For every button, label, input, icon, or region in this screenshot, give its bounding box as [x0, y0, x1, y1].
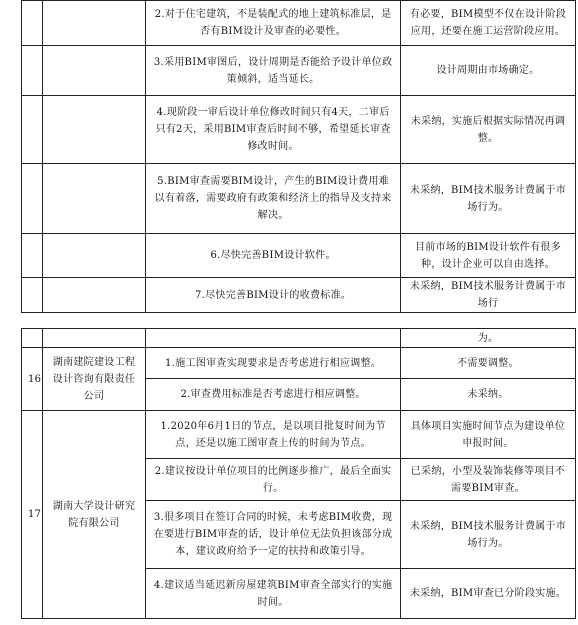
response-cell: 未采纳，BIM技术服务计费属于市场行为。: [400, 501, 575, 569]
table-row: [22, 46, 576, 96]
response-cell: 未采纳，BIM技术服务计费属于市场行: [400, 278, 575, 313]
suggestion-cell: 1.施工图审查实现要求是否考虑进行相应调整。: [146, 348, 401, 379]
unit-cell: [42, 164, 146, 234]
suggestion-cell: 6.尽快完善BIM设计软件。: [146, 234, 401, 278]
suggestion-cell: 4.建议适当延迟新房屋建筑BIM审查全部实行的实施时间。: [146, 569, 401, 619]
table-row: [22, 411, 576, 459]
no-cell: [22, 46, 43, 96]
no-cell: [22, 164, 43, 234]
response-cell: 目前市场的BIM设计软件有很多种，设计企业可以自由选择。: [400, 234, 575, 278]
table-row: [22, 348, 576, 379]
unit-cell: [42, 329, 146, 348]
unit-cell: [42, 234, 146, 278]
response-cell: 不需要调整。: [400, 348, 575, 379]
suggestion-cell: 1.2020年6月1日的节点，是以项目批复时间为节点，还是以施工图审查上传的时间为节点。: [146, 411, 401, 459]
table-row: [22, 234, 576, 278]
response-cell: 已采纳，小型及装饰装修等项目不需要BIM审查。: [400, 459, 575, 501]
table-row: [22, 164, 576, 234]
continued-table-bottom: [21, 328, 576, 619]
suggestion-cell: 3.很多项目在签订合同的时候，未考虑BIM收费，现在要进行BIM审查的话，设计单位无法负担该部分成本，建议政府给予一定的扶持和政策引导。: [146, 501, 401, 569]
no-cell: 17: [22, 411, 43, 619]
no-cell: [22, 278, 43, 313]
response-cell: 具体项目实施时间节点为建设单位申报时间。: [400, 411, 575, 459]
response-cell: 设计周期由市场确定。: [400, 46, 575, 96]
suggestion-cell: [146, 329, 401, 348]
continued-table-top: [21, 0, 576, 313]
table-row: [22, 278, 576, 313]
suggestion-cell: 2.对于住宅建筑，不是装配式的地上建筑标准层，是否有BIM设计及审查的必要性。: [146, 1, 401, 46]
no-cell: [22, 329, 43, 348]
suggestion-cell: 3.采用BIM审图后，设计周期是否能给予设计单位政策倾斜，适当延长。: [146, 46, 401, 96]
response-cell: 未采纳，BIM技术服务计费属于市场行为。: [400, 164, 575, 234]
suggestion-cell: 7.尽快完善BIM设计的收费标准。: [146, 278, 401, 313]
no-cell: [22, 96, 43, 164]
response-cell: 为。: [400, 329, 575, 348]
response-cell: 未采纳，BIM审查已分阶段实施。: [400, 569, 575, 619]
response-cell: 未采纳，实施后根据实际情况再调整。: [400, 96, 575, 164]
unit-cell: [42, 46, 146, 96]
table-row: [22, 96, 576, 164]
no-cell: [22, 1, 43, 46]
table-row: [22, 1, 576, 46]
suggestion-cell: 2.审查费用标准是否考虑进行相应调整。: [146, 379, 401, 411]
response-cell: 有必要，BIM模型不仅在设计阶段应用，还要在施工运营阶段应用。: [400, 1, 575, 46]
response-cell: 未采纳。: [400, 379, 575, 411]
no-cell: [22, 234, 43, 278]
suggestion-cell: 2.建议按设计单位项目的比例逐步推广，最后全面实行。: [146, 459, 401, 501]
unit-cell: [42, 278, 146, 313]
unit-cell: [42, 96, 146, 164]
suggestion-cell: 4.现阶段一审后设计单位修改时间只有4天，二审后只有2天，采用BIM审查后时间不够，希望延长审查修改时间。: [146, 96, 401, 164]
unit-cell: 湖南建院建设工程设计咨询有限责任公司: [42, 348, 146, 411]
no-cell: 16: [22, 348, 43, 411]
table-row: [22, 329, 576, 348]
unit-cell: 湖南大学设计研究院有限公司: [42, 411, 146, 619]
suggestion-cell: 5.BIM审查需要BIM设计，产生的BIM设计费用难以有着落，需要政府有政策和经济上的指导及支持来解决。: [146, 164, 401, 234]
unit-cell: [42, 1, 146, 46]
